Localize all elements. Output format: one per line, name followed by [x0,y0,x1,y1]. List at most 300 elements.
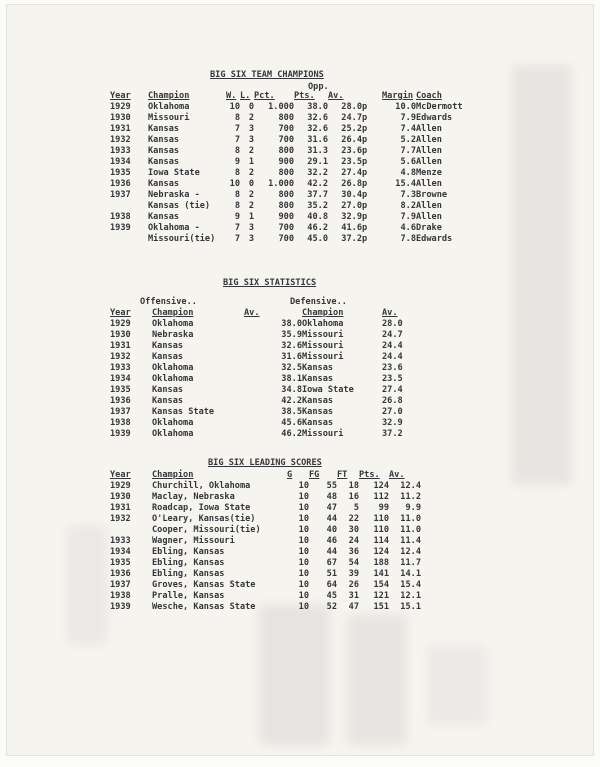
table-cell: 2 [248,201,254,211]
column-header: L. [240,91,251,101]
table-cell: 12.4 [400,547,421,557]
table-cell: Allen [416,135,442,145]
table-cell: 112 [373,492,389,502]
table-cell: 10 [229,179,240,189]
table-cell: 37.7 [307,190,328,200]
column-header: Year [110,470,131,480]
table-cell: 31.6 [281,352,302,362]
table-cell: 7 [234,124,240,134]
table-cell: 1938 [110,418,131,428]
table-row [110,341,403,352]
table-cell: 42.2 [281,396,302,406]
table-cell: 3 [248,135,254,145]
table-cell: p [362,201,368,211]
table-cell: 10 [298,481,309,491]
table-cell: 124 [373,547,389,557]
table-cell: Kansas [152,341,184,351]
column-header: Coach [416,91,442,101]
table-cell: 800 [278,190,294,200]
table-cell: 1 [248,212,254,222]
column-header: Av. [328,91,344,101]
table-cell: Allen [416,212,442,222]
ink-stain [67,525,107,645]
table-cell: 1935 [110,385,131,395]
table-cell: 0 [248,102,254,112]
table-cell: 32.5 [281,363,302,373]
table-cell: 110 [373,525,389,535]
column-header: Margin [382,91,414,101]
table-cell: 1935 [110,558,131,568]
table-cell: 26.8 [341,179,362,189]
table-cell: 1934 [110,374,131,384]
table-cell: 110 [373,514,389,524]
table-cell: p [362,135,368,145]
column-header: FG [309,470,320,480]
column-header: Pts. [294,91,315,101]
table-cell: 23.6 [382,363,403,373]
table-cell: 9 [234,157,240,167]
table-cell: 24.4 [382,352,403,362]
table-cell: 7.8 [400,234,416,244]
table-cell: 1930 [110,330,131,340]
table-cell: p [362,179,368,189]
table-cell: Edwards [416,113,453,123]
table-cell: Missouri [302,330,344,340]
leading-scores-table [110,470,421,613]
table-cell: 18 [348,481,359,491]
table-cell: 11.7 [400,558,421,568]
table-row [110,363,403,374]
table-cell: 10 [298,569,309,579]
table-cell: 31.6 [307,135,328,145]
table-cell: Missouri(tie) [148,234,216,244]
table-cell: 1935 [110,168,131,178]
column-header [362,91,382,102]
table-cell: 5.2 [400,135,416,145]
statistics-body [110,319,403,440]
table-cell: 99 [378,503,389,513]
table-row [110,201,476,212]
table-cell: 1939 [110,602,131,612]
table-cell: 3 [248,223,254,233]
table-cell: 1936 [110,396,131,406]
opp-header-label: Opp. [308,82,329,92]
table-cell: McDermott [416,102,463,112]
table-cell: 52 [326,602,337,612]
column-header: W. [226,91,237,101]
table-cell: 7.9 [400,212,416,222]
table-row [110,330,403,341]
table-cell: Kansas [302,363,334,373]
table-cell: Ebling, Kansas [152,547,225,557]
table-cell: p [362,223,368,233]
table-row [110,503,421,514]
table-row [110,385,403,396]
table-cell: 24.4 [382,341,403,351]
table-cell: 47 [326,503,337,513]
table-cell: 1939 [110,223,131,233]
table-cell: 8 [234,190,240,200]
table-cell: Kansas [302,407,334,417]
table-cell: 1930 [110,113,131,123]
table-cell: 24 [348,536,359,546]
table-row [110,407,403,418]
table-cell: 7.9 [400,113,416,123]
table-cell: Wagner, Missouri [152,536,235,546]
table-cell: 4.8 [400,168,416,178]
table-cell: p [362,168,368,178]
table-row [110,374,403,385]
table-row [110,580,421,591]
table-cell: 45 [326,591,337,601]
table-cell: 26.4 [341,135,362,145]
table-cell: 1932 [110,352,131,362]
table-row [110,168,476,179]
table-row [110,396,403,407]
table-cell: Oklahoma [152,374,194,384]
table-cell: 38.5 [281,407,302,417]
table-cell: 114 [373,536,389,546]
table-cell: Kansas [148,157,180,167]
table-cell: Edwards [416,234,453,244]
table-cell: Oklahoma [152,363,194,373]
table-cell: 1936 [110,569,131,579]
table-cell: 29.1 [307,157,328,167]
table-cell: 8 [234,201,240,211]
table-cell: 9 [234,212,240,222]
table-cell: 10 [298,591,309,601]
ink-stain [259,605,329,745]
table-cell: 1936 [110,179,131,189]
table-cell: 67 [326,558,337,568]
table-cell: 800 [278,113,294,123]
table-cell: Kansas [148,124,180,134]
column-header: Pts. [359,470,380,480]
table-cell: 15.1 [400,602,421,612]
table-cell: 23.5 [382,374,403,384]
table-cell: 151 [373,602,389,612]
table-cell: 27.4 [341,168,362,178]
table-cell: Roadcap, Iowa State [152,503,251,513]
table-row [110,102,476,113]
table-cell: p [362,113,368,123]
table-cell: 35.9 [281,330,302,340]
column-header: Av. [244,308,260,318]
table-cell: 3 [248,124,254,134]
defensive-label: Defensive.. [290,297,347,307]
table-cell: 37.2 [341,234,362,244]
table-row [110,352,403,363]
table-cell: Kansas [152,385,184,395]
table-cell: 31 [348,591,359,601]
table-cell: 1929 [110,481,131,491]
table-cell: 141 [373,569,389,579]
table-cell: Kansas [302,418,334,428]
table-cell: Ebling, Kansas [152,558,225,568]
table-cell: Allen [416,124,442,134]
table-cell: O'Leary, Kansas(tie) [152,514,256,524]
leading-scores-title: BIG SIX LEADING SCORES [208,458,322,468]
table-cell: 25.2 [341,124,362,134]
table-row [110,481,421,492]
table-cell: 7.7 [400,146,416,156]
table-cell: 10 [298,514,309,524]
table-cell: Pralle, Kansas [152,591,225,601]
table-cell: 47 [348,602,359,612]
table-cell: 800 [278,168,294,178]
table-row [110,113,476,124]
table-cell: 31.3 [307,146,328,156]
column-header: FT [337,470,348,480]
table-cell: 32.9 [382,418,403,428]
leading-scores-body [110,481,421,613]
table-cell: 15.4 [395,179,416,189]
table-row [110,536,421,547]
table-row [110,492,421,503]
table-cell: 7 [234,234,240,244]
table-cell: 1931 [110,124,131,134]
table-cell: 28.0 [341,102,362,112]
table-cell: 44 [326,514,337,524]
table-cell: Groves, Kansas State [152,580,256,590]
table-cell: 45.0 [307,234,328,244]
table-cell: 2 [248,113,254,123]
table-cell: 900 [278,212,294,222]
table-cell: Oklahoma [152,418,194,428]
table-cell: 10 [298,525,309,535]
table-cell: Kansas [302,396,334,406]
table-cell: Kansas [302,374,334,384]
table-cell: 3 [248,234,254,244]
table-cell: 1.000 [268,179,294,189]
table-cell: Maclay, Nebraska [152,492,235,502]
table-cell: 1938 [110,591,131,601]
table-cell: Oklahoma - [148,223,200,233]
table-cell: 10 [298,558,309,568]
table-cell: 44 [326,547,337,557]
table-cell: 27.0 [382,407,403,417]
table-cell: 40 [326,525,337,535]
table-cell: 700 [278,223,294,233]
table-cell: 800 [278,146,294,156]
table-cell: 12.1 [400,591,421,601]
table-cell: 121 [373,591,389,601]
table-cell: 27.4 [382,385,403,395]
table-cell: 1937 [110,407,131,417]
table-cell: Nebraska [152,330,194,340]
table-cell: 23.6 [341,146,362,156]
table-cell: 41.6 [341,223,362,233]
column-header: Champion [302,308,344,318]
table-header-row [110,470,421,481]
table-cell: 188 [373,558,389,568]
typed-document-page [7,5,593,755]
table-cell: 39 [348,569,359,579]
table-cell: 1933 [110,146,131,156]
table-cell: 1934 [110,547,131,557]
table-cell: 10 [298,503,309,513]
team-champions-body [110,102,476,245]
offensive-label: Offensive.. [140,297,197,307]
table-cell: 54 [348,558,359,568]
table-cell: 8 [234,168,240,178]
team-champions-title: BIG SIX TEAM CHAMPIONS [210,70,324,80]
column-header: G [287,470,293,480]
table-cell: 2 [248,168,254,178]
table-cell: p [362,190,368,200]
table-cell: 30.4 [341,190,362,200]
column-header: Pct. [254,91,275,101]
table-cell: p [362,146,368,156]
table-cell: Missouri [302,429,344,439]
table-cell: 7 [234,135,240,145]
column-header: Champion [152,470,194,480]
table-cell: 32.6 [307,113,328,123]
table-cell: Kansas [152,396,184,406]
table-row [110,547,421,558]
table-cell: 16 [348,492,359,502]
table-cell: 10 [298,492,309,502]
table-cell: 10.0 [395,102,416,112]
table-cell: Kansas [148,146,180,156]
table-cell: 7.4 [400,124,416,134]
table-cell: 32.9 [341,212,362,222]
table-cell: 5 [353,503,359,513]
table-cell: Iowa State [148,168,200,178]
table-row [110,429,403,440]
table-cell: 10 [298,580,309,590]
table-cell: Oklahoma [152,429,194,439]
column-header: Year [110,308,131,318]
table-cell: 7.3 [400,190,416,200]
table-cell: 55 [326,481,337,491]
table-cell: 24.7 [382,330,403,340]
table-cell: Kansas [148,179,180,189]
table-cell: 7 [234,223,240,233]
table-cell: 1929 [110,102,131,112]
table-row [110,157,476,168]
table-cell: 1930 [110,492,131,502]
table-row [110,190,476,201]
table-cell: Oklahoma [302,319,344,329]
table-row [110,418,403,429]
table-cell: 4.6 [400,223,416,233]
table-cell: 10 [298,536,309,546]
table-cell: Missouri [302,341,344,351]
ink-stain [512,65,572,485]
table-cell: 35.2 [307,201,328,211]
table-cell: p [362,212,368,222]
table-cell: Kansas [148,212,180,222]
table-row [110,146,476,157]
table-cell: Allen [416,179,442,189]
table-cell: 11.0 [400,514,421,524]
table-cell: 154 [373,580,389,590]
table-cell: 8 [234,146,240,156]
table-cell: 10 [298,547,309,557]
table-cell: 1934 [110,157,131,167]
statistics-title: BIG SIX STATISTICS [223,278,317,288]
table-cell: 46.2 [307,223,328,233]
table-cell: 46 [326,536,337,546]
table-cell: p [362,234,368,244]
table-cell: 11.4 [400,536,421,546]
table-cell: Oklahoma [152,319,194,329]
table-row [110,124,476,135]
statistics-table [110,308,403,440]
table-cell: 1.000 [268,102,294,112]
table-cell: 11.0 [400,525,421,535]
table-cell: Missouri [148,113,190,123]
table-cell: Wesche, Kansas State [152,602,256,612]
table-cell: 800 [278,201,294,211]
table-cell: 10 [229,102,240,112]
table-cell: 700 [278,124,294,134]
table-cell: Ebling, Kansas [152,569,225,579]
table-cell: Cooper, Missouri(tie) [152,525,261,535]
table-cell: 37.2 [382,429,403,439]
table-cell: 10 [298,602,309,612]
table-cell: Browne [416,190,448,200]
table-cell: 5.6 [400,157,416,167]
table-cell: p [362,157,368,167]
table-cell: Iowa State [302,385,354,395]
table-cell: 700 [278,135,294,145]
table-cell: 14.1 [400,569,421,579]
table-cell: 22 [348,514,359,524]
table-cell: 12.4 [400,481,421,491]
table-row [110,212,476,223]
table-cell: 1931 [110,503,131,513]
table-cell: Kansas [152,352,184,362]
table-cell: 700 [278,234,294,244]
table-cell: 27.0 [341,201,362,211]
table-cell: 32.2 [307,168,328,178]
table-cell: p [362,102,368,112]
table-row [110,135,476,146]
table-cell: 15.4 [400,580,421,590]
table-header-row [110,308,403,319]
table-cell: 8 [234,113,240,123]
table-cell: Kansas State [152,407,215,417]
table-cell: 64 [326,580,337,590]
column-header: Av. [382,308,398,318]
table-cell: 23.5 [341,157,362,167]
column-header: Champion [152,308,194,318]
column-header: Champion [148,91,190,101]
table-cell: 1931 [110,341,131,351]
table-cell: 48 [326,492,337,502]
table-cell: 900 [278,157,294,167]
table-cell: Menze [416,168,442,178]
table-cell: Kansas (tie) [148,201,211,211]
table-cell: 46.2 [281,429,302,439]
table-cell: Missouri [302,352,344,362]
table-header-row [110,91,476,102]
team-champions-table [110,91,476,245]
table-cell: 38.0 [307,102,328,112]
table-cell: 40.8 [307,212,328,222]
table-cell: 32.6 [281,341,302,351]
column-header: Year [110,91,131,101]
ink-stain [427,645,487,725]
table-cell: 1938 [110,212,131,222]
table-cell: 9.9 [405,503,421,513]
table-cell: 1929 [110,319,131,329]
table-cell: 1932 [110,514,131,524]
table-cell: Allen [416,201,442,211]
table-cell: 36 [348,547,359,557]
